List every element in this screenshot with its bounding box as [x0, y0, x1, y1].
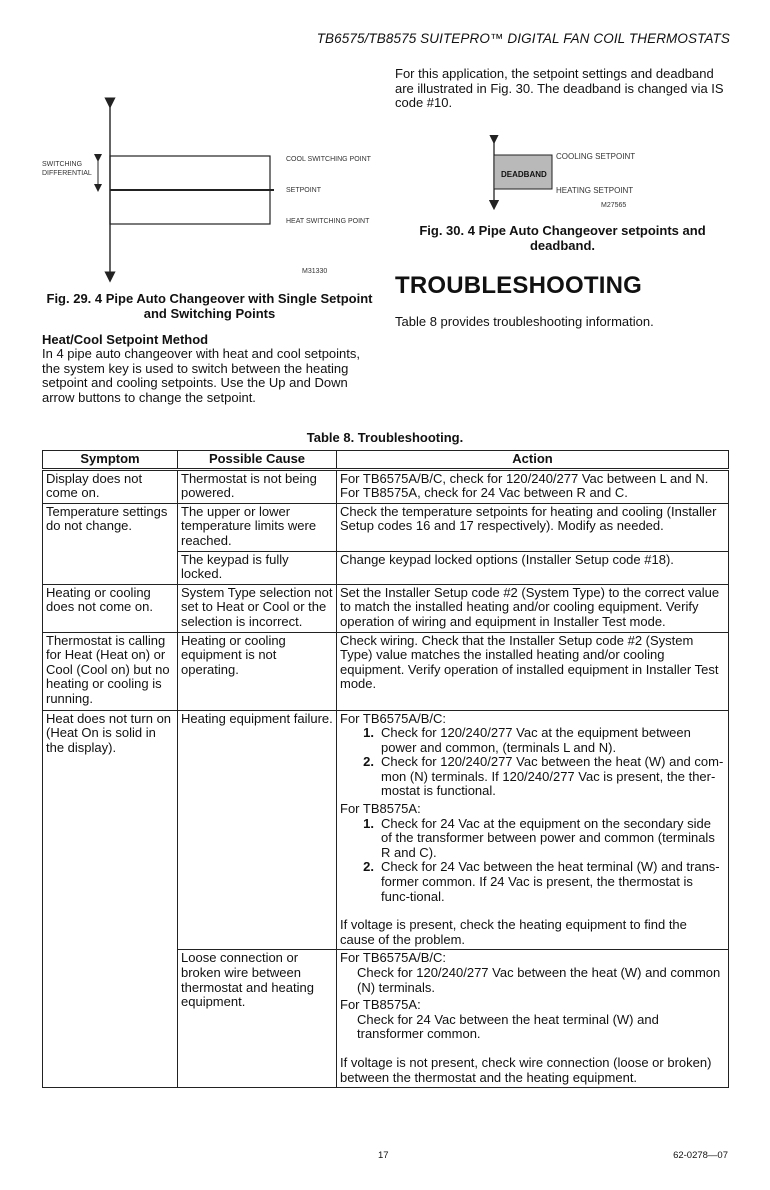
action-cell: Check the temperature setpoints for heating and cooling (Installer Setup codes 16 and 17 respectively). Modify as needed. — [337, 503, 729, 551]
action-cell — [337, 710, 729, 950]
page-number: 17 — [378, 1150, 389, 1161]
cause-cell: System Type selection not set to Heat or Cool or the selection is incorrect. — [178, 584, 337, 632]
section-heading: TROUBLESHOOTING — [395, 272, 642, 299]
action-cell: Set the Installer Setup code #2 (System Type) to the correct value to match the installed heating and/or cooling equipment. Verify operation of wiring and equipment in Installer Test mode. — [337, 584, 729, 632]
cause-cell: Loose connection or broken wire between thermostat and heating equipment. — [178, 950, 337, 1088]
table-header-row — [43, 451, 729, 470]
application-text: For this application, the setpoint settings and deadband are illustrated in Fig. 30. The deadband is changed via IS code #10. — [395, 66, 724, 111]
cause-cell: Heating equipment failure. — [178, 710, 337, 950]
symptom-cell: Heating or cooling does not come on. — [43, 584, 178, 632]
table-row — [43, 632, 729, 710]
cooling-setpoint-label: COOLING SETPOINT — [556, 152, 636, 161]
figure-30-diagram — [470, 135, 640, 210]
action-subheading: For TB8575A: — [340, 997, 421, 1013]
heating-setpoint-label: HEATING SETPOINT — [556, 186, 634, 195]
cool-switching-label: COOL SWITCHING POINT — [286, 156, 371, 163]
action-note: If voltage is present, check the heating equipment to find the cause of the problem. — [340, 917, 687, 947]
cause-cell: Heating or cooling equipment is not operating. — [178, 632, 337, 710]
action-cell: For TB6575A/B/C, check for 120/240/277 Vac between L and N. For TB8575A, check for 24 Vac between R and C. — [337, 469, 729, 503]
figure-code: M27565 — [601, 202, 627, 209]
action-subheading: For TB6575A/B/C: — [340, 710, 446, 726]
action-note: If voltage is not present, check wire connection (loose or broken) between the thermostat and the heating equipment. — [340, 1054, 712, 1085]
table-row — [43, 584, 729, 632]
table-row — [43, 503, 729, 551]
action-step: Check for 120/240/277 Vac between the heat (W) and common (N) terminals. — [357, 965, 721, 995]
switching-label-1: SWITCHING — [42, 161, 83, 168]
symptom-cell: Thermostat is calling for Heat (Heat on) or Cool (Cool on) but no heating or cooling is running. — [43, 632, 178, 710]
action-subheading: For TB8575A: — [340, 801, 421, 817]
cause-cell: Thermostat is not being powered. — [178, 469, 337, 503]
action-cell: Change keypad locked options (Installer Setup code #18). — [337, 551, 729, 584]
figure-29-caption: Fig. 29. 4 Pipe Auto Changeover with Single Setpoint and Switching Points — [46, 291, 373, 321]
table-title: Table 8. Troubleshooting. — [306, 430, 464, 445]
action-step: 1. Check for 120/240/277 Vac at the equipment between power and common, (terminals L and N). — [363, 725, 691, 755]
symptom-cell: Heat does not turn on (Heat On is solid in the display). — [43, 710, 178, 1088]
figure-30-caption: Fig. 30. 4 Pipe Auto Changeover setpoints and deadband. — [419, 223, 706, 253]
deadband-label: DEADBAND — [501, 170, 547, 179]
symptom-cell: Temperature settings do not change. — [43, 503, 178, 584]
setpoint-label: SETPOINT — [286, 187, 322, 194]
action-step: Check for 24 Vac between the heat terminal (W) and transformer common. — [357, 1011, 659, 1042]
method-heading: Heat/Cool Setpoint Method — [42, 332, 209, 347]
cause-cell: The keypad is fully locked. — [178, 551, 337, 584]
figure-code: M31330 — [302, 268, 328, 275]
action-step: 2. Check for 24 Vac between the heat terminal (W) and trans-former common. If 24 Vac is present, the thermostat is func-tional. — [363, 859, 720, 904]
section-intro: Table 8 provides troubleshooting information. — [395, 314, 654, 329]
table-row — [43, 710, 729, 950]
cause-cell: The upper or lower temperature limits were reached. — [178, 503, 337, 551]
troubleshooting-table — [42, 450, 729, 1088]
action-step: 2. Check for 120/240/277 Vac between the heat (W) and com-mon (N) terminals. If 120/240/277 Vac is present, the ther-mostat is functional. — [363, 754, 724, 799]
action-cell — [337, 950, 729, 1088]
action-cell: Check wiring. Check that the Installer Setup code #2 (System Type) value matches the installed heating and/or cooling equipment. Verify operation of installed equipment in Installer Test mode. — [337, 632, 729, 710]
action-subheading: For TB6575A/B/C: — [340, 950, 446, 966]
header-action: Action — [337, 451, 729, 470]
document-number: 62-0278—07 — [673, 1150, 728, 1161]
figure-29-diagram — [42, 95, 377, 285]
heat-switching-label: HEAT SWITCHING POINT — [286, 218, 370, 225]
header-symptom: Symptom — [43, 451, 178, 470]
switching-label-2: DIFFERENTIAL — [42, 170, 92, 177]
action-step: 1. Check for 24 Vac at the equipment on the secondary side of the transformer between power and common (terminals R and C). — [363, 815, 715, 860]
table-row — [43, 469, 729, 503]
method-body: In 4 pipe auto changeover with heat and cool setpoints, the system key is used to switch between the heating setpoint and cooling setpoints. Use the Up and Down arrow buttons to change the setpoint. — [42, 346, 360, 405]
symptom-cell: Display does not come on. — [43, 469, 178, 503]
header-cause: Possible Cause — [178, 451, 337, 470]
running-header: TB6575/TB8575 SUITEPRO™ DIGITAL FAN COIL THERMOSTATS — [316, 31, 730, 46]
